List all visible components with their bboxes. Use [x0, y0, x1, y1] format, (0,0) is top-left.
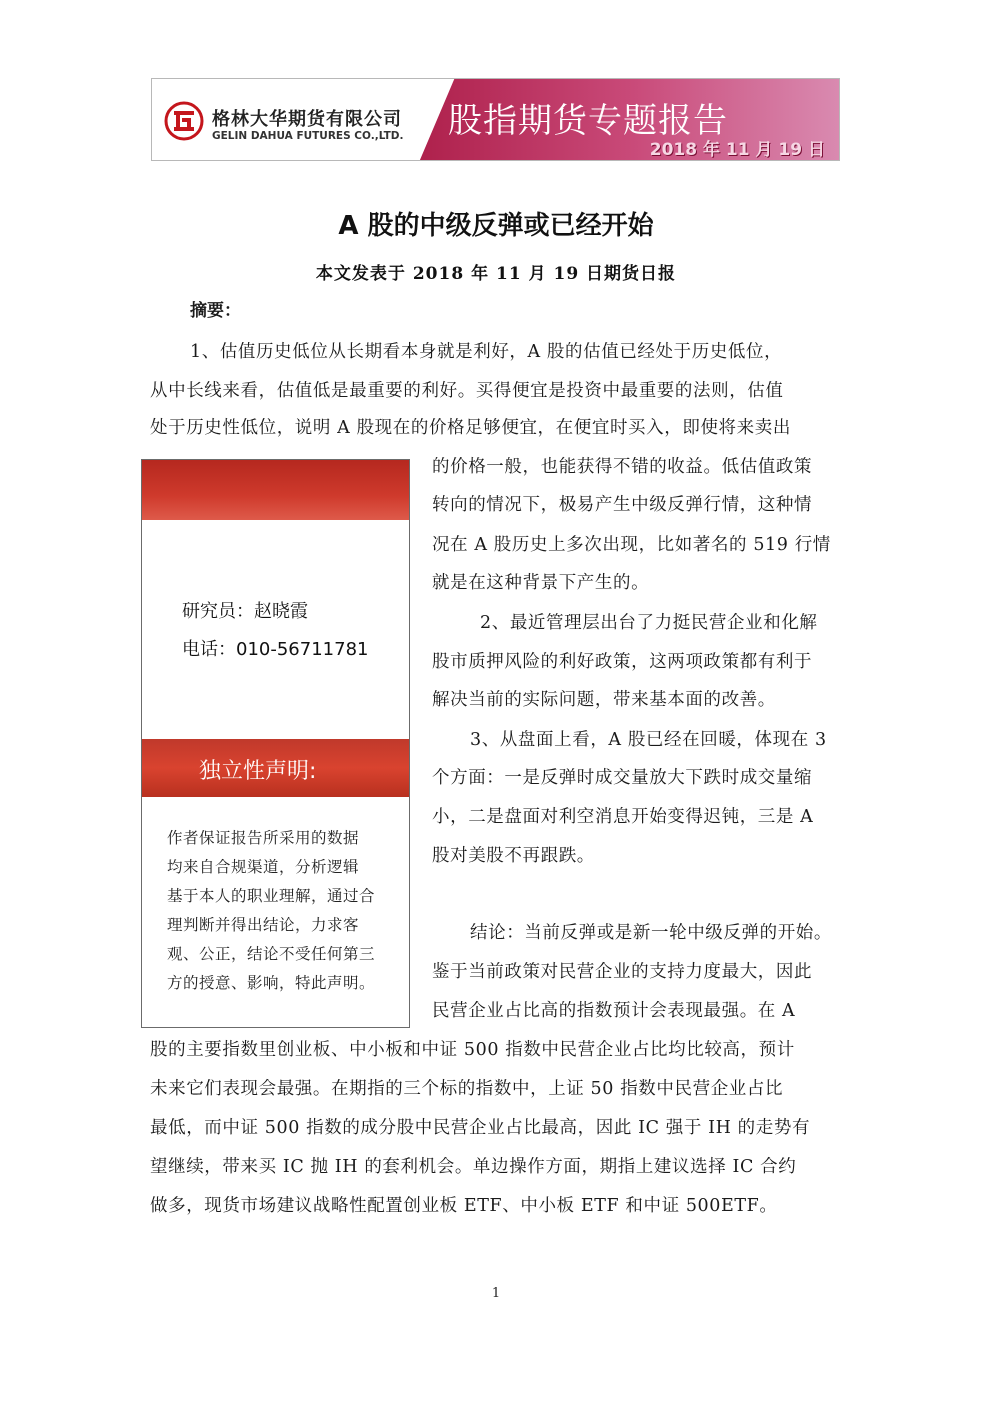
- body-line: 未来它们表现会最强。在期指的三个标的指数中，上证 50 指数中民营企业占比: [150, 1079, 784, 1099]
- body-line: 股的主要指数里创业板、中小板和中证 500 指数中民营企业占比均比较高，预计: [150, 1040, 795, 1060]
- report-date: 2018 年 11 月 19 日: [649, 140, 825, 160]
- body-line: 个方面：一是反弹时成交量放大下跌时成交量缩: [432, 768, 813, 788]
- article-subtitle: 本文发表于 2018 年 11 月 19 日期货日报: [315, 264, 677, 284]
- body-line: 望继续，带来买 IC 抛 IH 的套利机会。单边操作方面，期指上建议选择 IC 合约: [150, 1157, 797, 1177]
- company-name-en: GELIN DAHUA FUTURES CO.,LTD.: [212, 130, 404, 142]
- body-line: 转向的情况下，极易产生中级反弹行情，这种情: [432, 495, 813, 515]
- body-line: 小，二是盘面对利空消息开始变得迟钝，三是 A: [432, 807, 814, 827]
- body-line: 解决当前的实际问题，带来基本面的改善。: [432, 690, 776, 710]
- declaration-line: 方的授意、影响，特此声明。: [167, 974, 376, 992]
- sidebar-top-band: [142, 460, 409, 520]
- declaration-line: 作者保证报告所采用的数据: [167, 829, 360, 847]
- abstract-label: 摘要：: [190, 301, 241, 321]
- report-header-banner: [151, 78, 840, 161]
- body-line: 1、估值历史低位从长期看本身就是利好，A 股的估值已经处于历史低位，: [190, 342, 783, 362]
- researcher-phone: 电话：010-56711781: [182, 639, 369, 660]
- body-line: 做多，现货市场建议战略性配置创业板 ETF、中小板 ETF 和中证 500ETF。: [150, 1196, 778, 1216]
- body-line: 鉴于当前政策对民营企业的支持力度最大，因此: [432, 962, 813, 982]
- body-line: 2、最近管理层出台了力挺民营企业和化解: [480, 613, 818, 633]
- company-name-cn: 格林大华期货有限公司: [212, 109, 402, 130]
- article-title: A 股的中级反弹或已经开始: [338, 211, 654, 241]
- body-line: 股对美股不再跟跌。: [432, 846, 595, 866]
- report-title: 股指期货专题报告: [448, 101, 728, 141]
- body-line: 从中长线来看，估值低是最重要的利好。买得便宜是投资中最重要的法则，估值: [150, 381, 784, 401]
- body-line: 的价格一般，也能获得不错的收益。低估值政策: [432, 457, 813, 477]
- body-line: 股市质押风险的利好政策，这两项政策都有利于: [432, 652, 813, 672]
- company-logo-icon: [164, 101, 204, 141]
- declaration-line: 观、公正，结论不受任何第三: [167, 945, 376, 963]
- researcher-sidebar: [141, 459, 410, 1028]
- body-line: 最低，而中证 500 指数的成分股中民营企业占比最高，因此 IC 强于 IH 的走势有: [150, 1118, 811, 1138]
- researcher-name: 研究员：赵晓霞: [182, 601, 308, 622]
- body-line: 处于历史性低位，说明 A 股现在的价格足够便宜，在便宜时买入，即使将来卖出: [150, 418, 791, 438]
- body-line: 3、从盘面上看，A 股已经在回暖，体现在 3: [470, 730, 827, 750]
- declaration-line: 理判断并得出结论，力求客: [167, 916, 360, 934]
- body-line: 民营企业占比高的指数预计会表现最强。在 A: [432, 1001, 796, 1021]
- body-line: 况在 A 股历史上多次出现，比如著名的 519 行情: [432, 535, 831, 555]
- declaration-line: 均来自合规渠道，分析逻辑: [167, 858, 360, 876]
- body-line: 结论：当前反弹或是新一轮中级反弹的开始。: [470, 923, 832, 943]
- body-line: 就是在这种背景下产生的。: [432, 573, 650, 593]
- declaration-line: 基于本人的职业理解，通过合: [167, 887, 376, 905]
- declaration-title: 独立性声明:: [199, 759, 317, 784]
- page-number: 1: [491, 1286, 501, 1301]
